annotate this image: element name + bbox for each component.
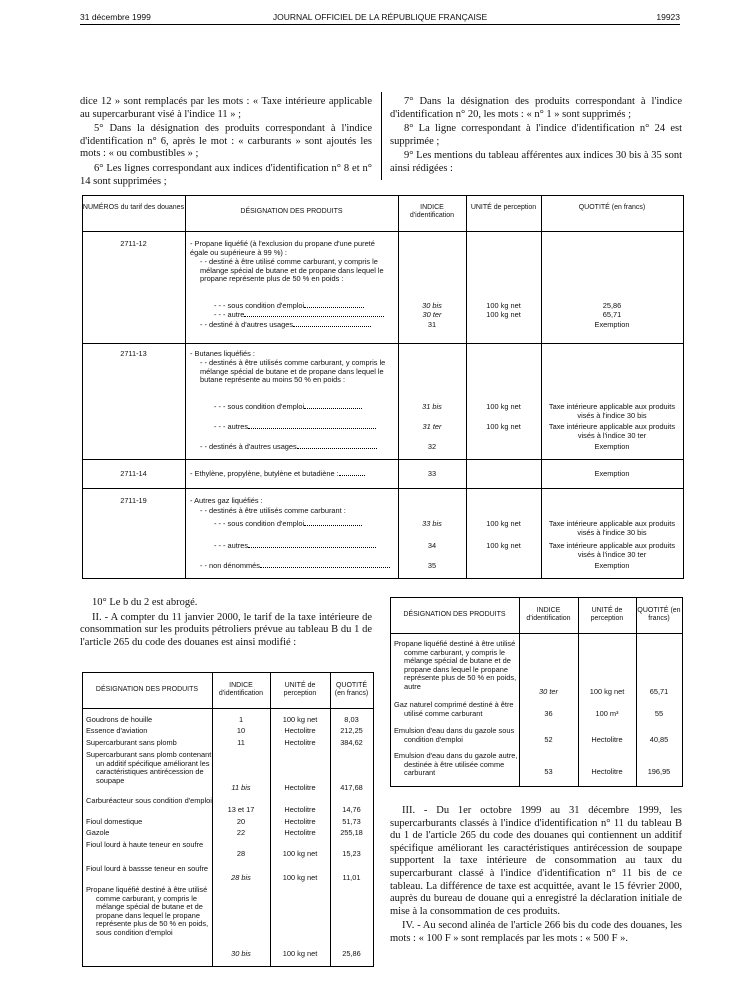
quotite-cell: 65,71 (602, 310, 622, 319)
unite-cell: 100 kg net (486, 301, 521, 310)
paragraph: 7° Dans la désignation des produits correspondant à l'indice d'identification n° 20, les mots : « n° 1 » sont supprimés ; (390, 96, 682, 120)
col-header-designation: DÉSIGNATION DES PRODUITS (403, 611, 506, 618)
indice-cell: 34 (427, 541, 437, 550)
table-row-designation: Emulsion d'eau dans du gazole sous condition d'emploi (394, 726, 515, 744)
table-row-designation: Gazole (86, 828, 110, 837)
unite-cell: Hectolitre (591, 735, 623, 744)
paragraph: 9° Les mentions du tableau afférentes aux indices 30 bis à 35 sont ainsi rédigées : (390, 150, 682, 174)
unite-cell: Hectolitre (284, 805, 316, 814)
paragraph: 10° Le b du 2 est abrogé. (92, 597, 198, 608)
indice-cell: 33 bis (422, 519, 442, 528)
indice-cell: 10 (236, 726, 246, 735)
product-line: - Autres gaz liquéfiés : (190, 496, 263, 505)
unite-cell: 100 kg net (486, 519, 521, 528)
quotite-cell: 65,71 (649, 687, 669, 696)
product-line: - - - sous condition d'emploi (214, 520, 362, 529)
quotite-cell: Exemption (594, 442, 630, 451)
col-header-unite: UNITÉ de perception (283, 682, 317, 697)
paragraph: 6° Les lignes correspondant aux indices d'identification n° 8 et n° 14 sont supprimées ; (80, 162, 372, 187)
quotite-cell: 40,85 (649, 735, 669, 744)
unite-cell: 100 kg net (282, 873, 318, 882)
indice-cell: 33 (427, 469, 437, 478)
table-row-designation: Supercarburant sans plomb (86, 738, 177, 747)
table-row-designation: Goudrons de houille (86, 715, 153, 724)
right-top-text (390, 96, 682, 178)
indice-cell: 13 et 17 (227, 805, 255, 814)
quotite-cell: Exemption (594, 469, 630, 478)
unite-cell: 100 kg net (486, 402, 521, 411)
product-line: - - - sous condition d'emploi (214, 403, 362, 412)
table-row-designation: Fioul lourd à bassse teneur en soufre (86, 864, 209, 873)
table-row-designation: Supercarburant sans plomb contenant un additif spécifique améliorant les caractéristiques antirécession de soupape (86, 750, 212, 785)
indice-cell: 31 (427, 320, 437, 329)
quotite-cell: Taxe intérieure applicable aux produits visés à l'indice 30 bis (548, 519, 676, 537)
unite-cell: 100 kg net (486, 310, 521, 319)
product-line: - - - sous condition d'emploi (214, 302, 364, 311)
quotite-cell: Taxe intérieure applicable aux produits visés à l'indice 30 ter (548, 541, 676, 559)
col-header-indice: INDICE d'identification (409, 204, 455, 219)
quotite-cell: Exemption (594, 320, 630, 329)
paragraph: 5° Dans la désignation des produits correspondant à l'indice d'identification n° 6, après le mot : « carburants » sont ajoutés les mots : « ou combustibles » ; (80, 123, 372, 160)
product-line: - - destiné à d'autres usages (200, 321, 371, 330)
tariff-code: 2711-13 (120, 349, 147, 358)
quotite-cell: 14,76 (342, 805, 361, 814)
tariff-code: 2711-14 (120, 469, 147, 478)
product-line: - - non dénommés (200, 562, 390, 571)
indice-cell: 28 (236, 849, 246, 858)
unite-cell: 100 kg net (486, 541, 521, 550)
quotite-cell: 384,62 (340, 738, 363, 747)
quotite-cell: Taxe intérieure applicable aux produits visés à l'indice 30 bis (548, 402, 676, 420)
page-header (80, 10, 680, 25)
indice-cell: 30 ter (422, 310, 442, 319)
indice-cell: 31 bis (422, 402, 442, 411)
indice-cell: 52 (544, 735, 553, 744)
indice-cell: 30 ter (539, 687, 558, 696)
indice-cell: 22 (236, 828, 246, 837)
quotite-cell: Exemption (594, 561, 630, 570)
col-header-unite: UNITÉ de perception (470, 204, 537, 211)
table-row-designation: Carburéacteur sous condition d'emploi (86, 796, 212, 805)
indice-cell: 11 bis (231, 783, 251, 792)
table-row-designation: Fioul domestique (86, 817, 143, 826)
tariff-code: 2711-12 (120, 239, 147, 248)
indice-cell: 30 bis (422, 301, 442, 310)
left-top-text (80, 96, 372, 190)
paragraph: dice 12 » sont remplacés par les mots : « Taxe intérieure applicable au supercarburant visé à l'indice 11 » ; (80, 96, 372, 120)
indice-cell: 28 bis (231, 873, 251, 882)
product-line: - Propane liquéfié (à l'exclusion du propane d'une pureté égale ou supérieure à 99 %) : (190, 239, 375, 257)
col-header-quotite: QUOTITÉ (en francs) (334, 682, 369, 697)
product-line: - Butanes liquéfiés : (190, 349, 255, 358)
unite-cell: 100 kg net (282, 949, 318, 958)
indice-cell: 11 (237, 738, 245, 747)
col-header-designation: DÉSIGNATION DES PRODUITS (240, 208, 343, 215)
quotite-cell: 255,18 (340, 828, 363, 837)
indice-cell: 53 (544, 767, 553, 776)
product-line: - - - autre (214, 311, 384, 320)
table-row-designation: Propane liquéfié destiné à être utilisé comme carburant, y compris le mélange spécial de butane et de propane dans lequel le propane représente plus de 50 % en poids, sous condition d'emploi (86, 885, 209, 937)
indice-cell: 20 (236, 817, 246, 826)
quotite-cell: 55 (654, 709, 664, 718)
col-header-indice: INDICE d'identification (526, 607, 571, 622)
product-line: - - destiné à être utilisé comme carburant, y compris le mélange spécial de butane et de propane dans lequel le propane représente plus de 50 % en poids : (200, 257, 384, 284)
col-header-indice: INDICE d'identification (218, 682, 264, 697)
product-line: - - destinés à être utilisés comme carburant, y compris le mélange spécial de butane et de propane dans lequel le butane représente au moins 50 % en poids : (200, 358, 386, 385)
indice-cell: 1 (238, 715, 244, 724)
paragraph: IV. - Au second alinéa de l'article 266 bis du code des douanes, les mots : « 100 F » sont remplacés par les mots : « 500 F ». (390, 920, 682, 944)
unite-cell: 100 kg net (589, 687, 625, 696)
quotite-cell: 15,23 (342, 849, 361, 858)
unite-cell: Hectolitre (591, 767, 623, 776)
unite-cell: 100 kg net (282, 849, 318, 858)
quotite-cell: 51,73 (342, 817, 361, 826)
header-page-number: 19923 (656, 12, 680, 22)
quotite-cell: Taxe intérieure applicable aux produits visés à l'indice 30 ter (548, 422, 676, 440)
table-row-designation: Gaz naturel comprimé destiné à être utilisé comme carburant (394, 700, 514, 718)
unite-cell: 100 m³ (595, 709, 619, 718)
quotite-cell: 11,01 (342, 873, 361, 882)
column-divider (381, 92, 382, 180)
indice-cell: 30 bis (231, 949, 251, 958)
product-line: - - destinés à être utilisés comme carburant : (200, 506, 346, 515)
table-row-designation: Essence d'aviation (86, 726, 148, 735)
unite-cell: Hectolitre (284, 738, 316, 747)
tariff-code: 2711-19 (120, 496, 147, 505)
indice-cell: 35 (427, 561, 437, 570)
unite-cell: 100 kg net (486, 422, 521, 431)
quotite-cell: 196,95 (647, 767, 671, 776)
product-line: - - destinés à d'autres usages (200, 443, 377, 452)
unite-cell: Hectolitre (284, 828, 316, 837)
indice-cell: 36 (544, 709, 553, 718)
unite-cell: Hectolitre (284, 817, 316, 826)
table-row-designation: Propane liquéfié destiné à être utilisé comme carburant, y compris le mélange spécial de butane et de propane dans lequel le propane représente plus de 50 % en poids, autre (394, 639, 517, 691)
quotite-cell: 417,68 (340, 783, 363, 792)
col-header-tarif: NUMÉROS du tarif des douanes (82, 204, 185, 211)
quotite-cell: 25,86 (602, 301, 622, 310)
unite-cell: 100 kg net (282, 715, 318, 724)
paragraph: II. - A compter du 11 janvier 2000, le tarif de la taxe intérieure de consommation sur les produits pétroliers prévue au tableau B du 1 de l'article 265 du code des douanes est ainsi modifié : (80, 611, 372, 648)
indice-cell: 31 ter (422, 422, 442, 431)
header-date: 31 décembre 1999 (80, 12, 151, 22)
table-row-designation: Emulsion d'eau dans du gazole autre, destinée à être utilisée comme carburant (394, 751, 518, 778)
product-line: - - - autres (214, 423, 376, 432)
col-header-unite: UNITÉ de perception (590, 607, 624, 622)
quotite-cell: 25,86 (342, 949, 361, 958)
product-line: - - - autres (214, 542, 376, 551)
right-bottom-text (390, 805, 682, 948)
col-header-designation: DÉSIGNATION DES PRODUITS (95, 686, 199, 693)
left-mid-text (80, 597, 372, 651)
col-header-quotite: QUOTITÉ (en francs) (578, 204, 646, 211)
col-header-quotite: QUOTITÉ (en francs) (637, 607, 681, 622)
indice-cell: 32 (427, 442, 437, 451)
unite-cell: Hectolitre (284, 783, 316, 792)
quotite-cell: 212,25 (340, 726, 363, 735)
product-line: - Ethylène, propylène, butylène et butadiène : (190, 470, 365, 479)
quotite-cell: 8,03 (344, 715, 359, 724)
paragraph: 8° La ligne correspondant à l'indice d'identification n° 24 est supprimée ; (390, 123, 682, 147)
paragraph: III. - Du 1er octobre 1999 au 31 décembre 1999, les supercarburants classés à l'indice d'identification n° 11 du tableau B du 1 de l'article 265 du code des douanes qui contiennent un additif spécifique améliorant les caractéristiques antirécession de soupape supportent la taxe intérieure de consommation au taux du supercarburant classé à l'indice d'identification n° 11 bis de ce tableau. La différence de taxe est acquittée, avant le 15 février 2000, auprès du bureau de douane qui a enregistré la déclaration initiale de mise à la consommation de ces produits. (390, 805, 682, 917)
table-row-designation: Fioul lourd à haute teneur en soufre (86, 840, 204, 849)
header-title: JOURNAL OFFICIEL DE LA RÉPUBLIQUE FRANÇAISE (272, 12, 488, 22)
unite-cell: Hectolitre (284, 726, 316, 735)
